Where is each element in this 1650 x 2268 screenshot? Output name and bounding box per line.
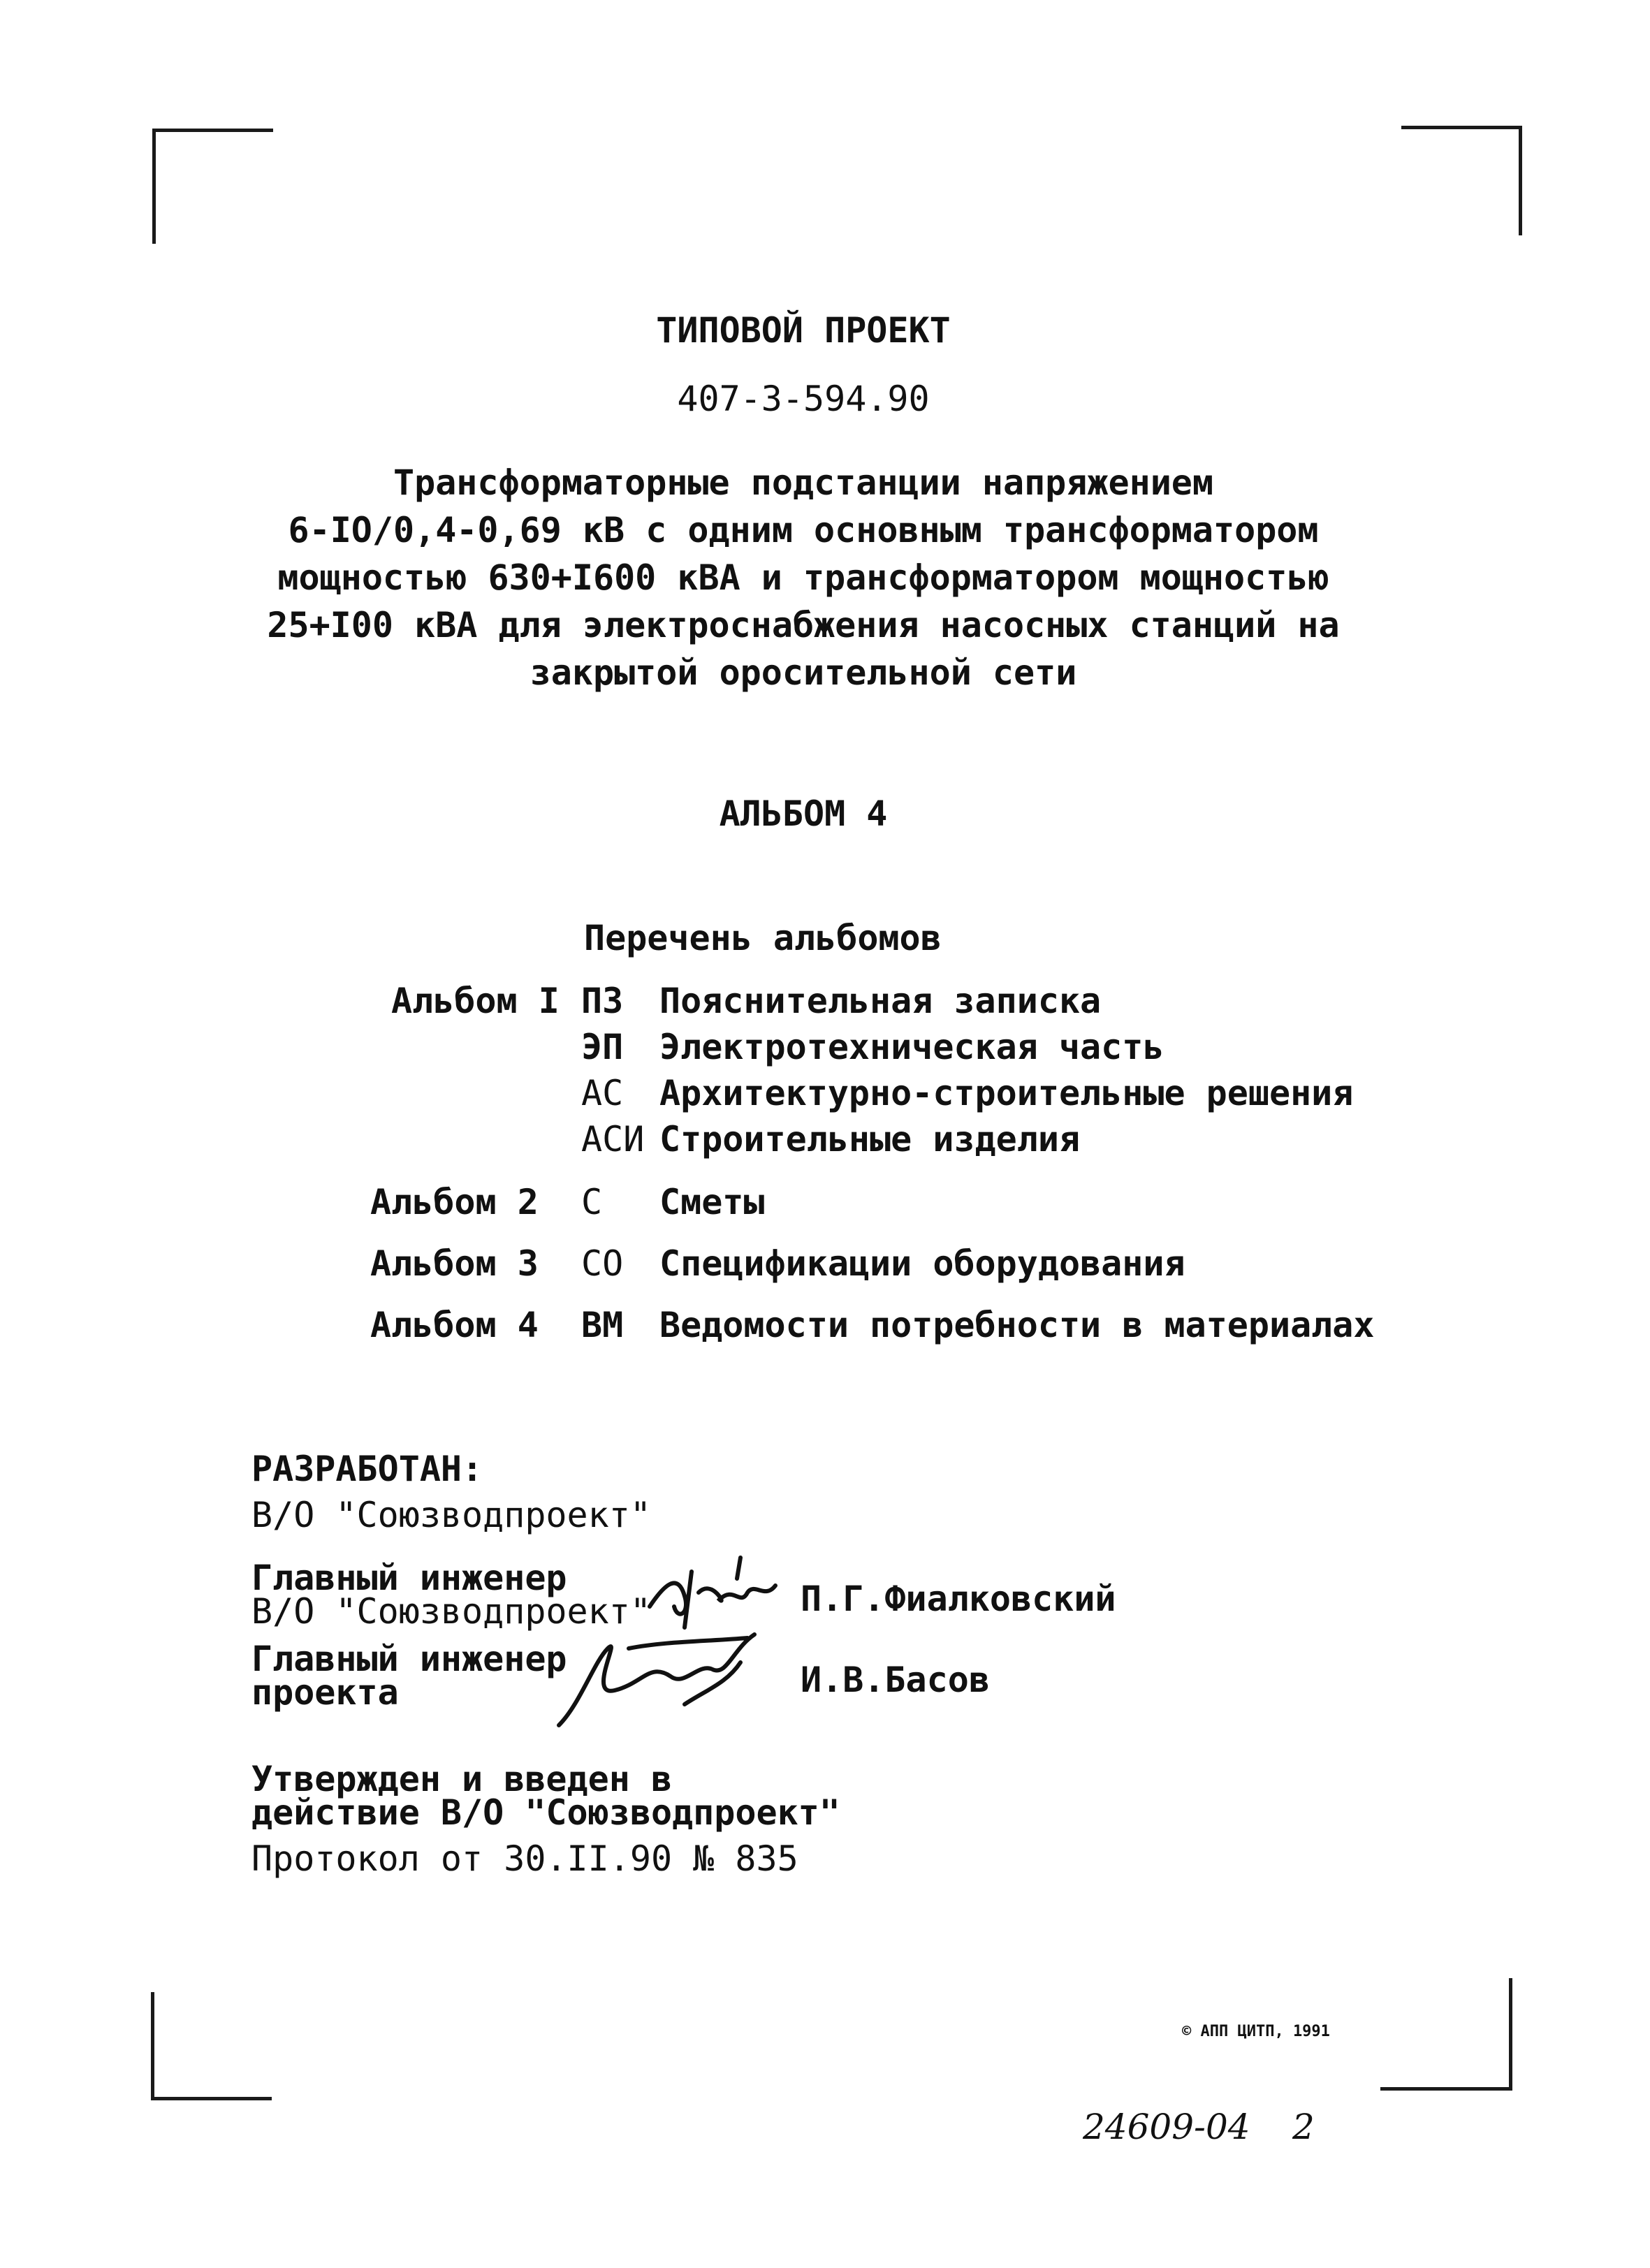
approval-line-1: Утвержден и введен в [251, 1759, 673, 1799]
description-line-3: мощностью 630+I600 кВА и трансформатором мощностью [277, 557, 1329, 598]
chief-engineer-name: П.Г.Фиалковский [801, 1579, 1116, 1619]
album-label: Альбом I [391, 981, 560, 1021]
description-line-2: 6-IO/0,4-0,69 кВ с одним основным трансформатором [288, 510, 1319, 550]
album-code: АСИ [581, 1119, 645, 1159]
album-code: ВМ [581, 1305, 624, 1345]
project-number: 407-3-594.90 [677, 379, 930, 419]
document-number: 24609-04 [1083, 2107, 1250, 2147]
album-list-heading: Перечень альбомов [584, 918, 942, 958]
page-number: 2 [1292, 2107, 1315, 2147]
album-code: СО [581, 1243, 624, 1284]
album-description: Архитектурно-строительные решения [659, 1073, 1354, 1113]
project-engineer-title: Главный инженер [251, 1639, 567, 1679]
crop-mark-top-left [152, 129, 273, 244]
album-label: Альбом 2 [370, 1182, 539, 1222]
chief-engineer-signature [636, 1530, 789, 1634]
description-line-5: закрытой оросительной сети [530, 652, 1077, 693]
album-code: С [581, 1182, 603, 1222]
crop-mark-top-right [1401, 126, 1522, 235]
album-code: АС [581, 1073, 624, 1113]
developer-organization: В/О "Союзводпроект" [251, 1495, 651, 1535]
approval-protocol: Протокол от 30.II.90 № 835 [251, 1838, 798, 1879]
developer-label: РАЗРАБОТАН: [251, 1449, 483, 1489]
album-description: Пояснительная записка [659, 981, 1102, 1021]
description-line-1: Трансформаторные подстанции напряжением [393, 462, 1213, 503]
chief-engineer-organization: В/О "Союзводпроект" [251, 1591, 651, 1632]
album-description: Сметы [659, 1182, 765, 1222]
album-code: ПЗ [581, 981, 624, 1021]
document-title: ТИПОВОЙ ПРОЕКТ [656, 310, 951, 351]
album-label: Альбом 3 [370, 1243, 539, 1284]
project-engineer-signature [545, 1620, 789, 1739]
crop-mark-bottom-right [1380, 1978, 1512, 2091]
album-label: Альбом 4 [370, 1305, 539, 1345]
album-description: Спецификации оборудования [659, 1243, 1185, 1284]
album-description: Строительные изделия [659, 1119, 1081, 1159]
approval-line-2: действие В/О "Союзводпроект" [251, 1792, 840, 1833]
copyright-stamp: © АПП ЦИТП, 1991 [1182, 2023, 1330, 2040]
chief-engineer-title: Главный инженер [251, 1558, 567, 1598]
album-code: ЭП [581, 1027, 624, 1067]
album-title: АЛЬБОМ 4 [719, 793, 888, 834]
description-line-4: 25+I00 кВА для электроснабжения насосных станций на [267, 605, 1340, 645]
album-description: Ведомости потребности в материалах [659, 1305, 1375, 1345]
album-description: Электротехническая часть [659, 1027, 1165, 1067]
project-engineer-role: проекта [251, 1672, 399, 1713]
crop-mark-bottom-left [151, 1992, 272, 2100]
project-engineer-name: И.В.Басов [801, 1660, 990, 1700]
